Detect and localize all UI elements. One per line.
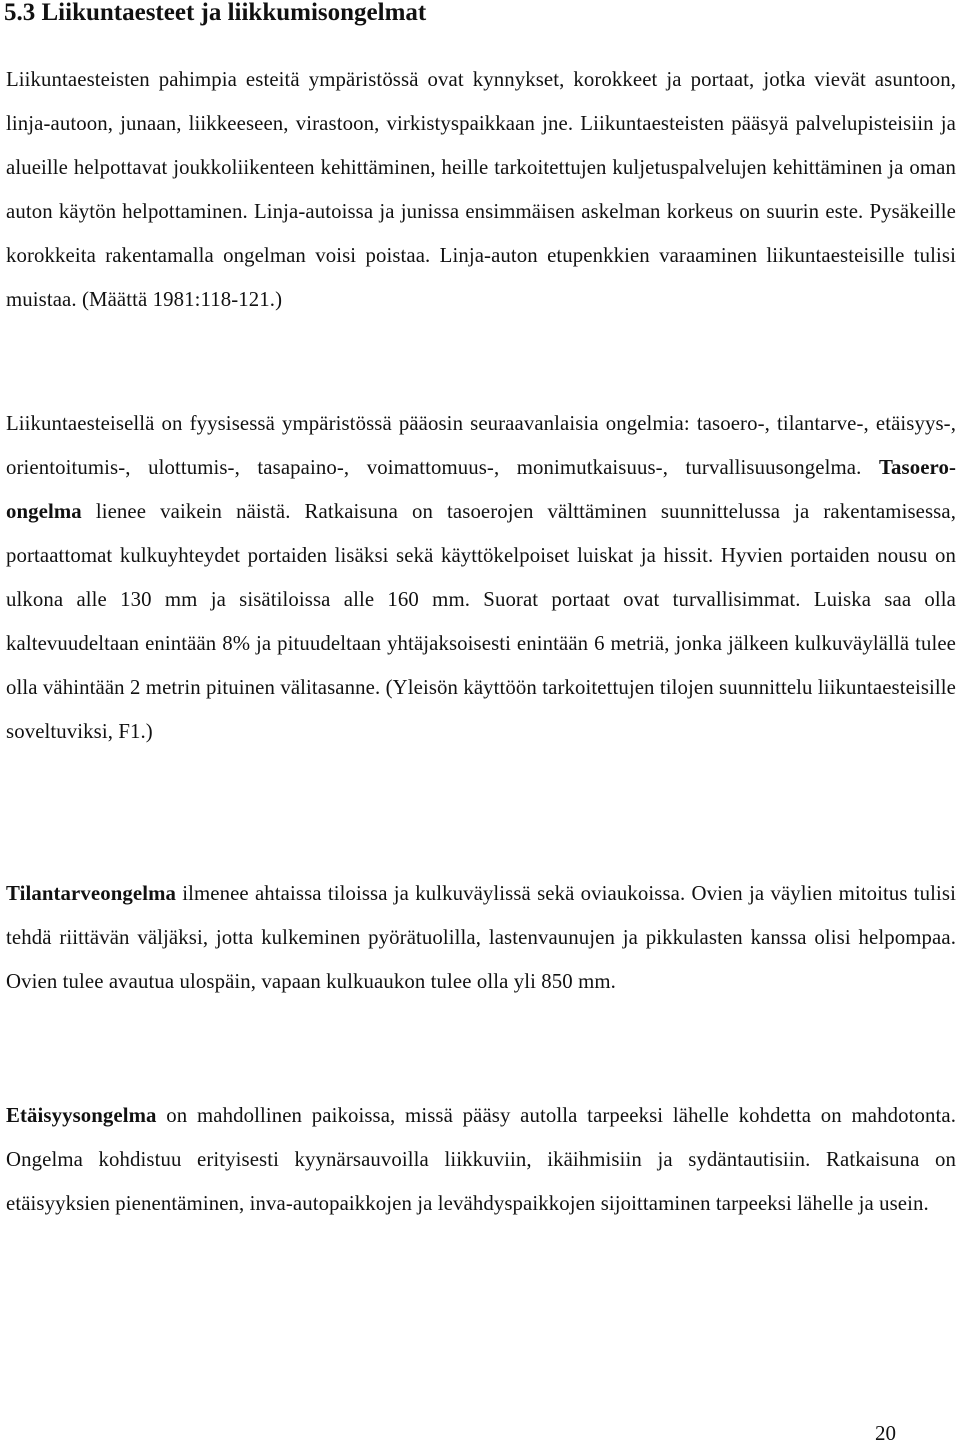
page-number: 20 (875, 1421, 896, 1445)
paragraph-mobility-barriers: Liikuntaesteisten pahimpia esteitä ympäristössä ovat kynnykset, korokkeet ja portaat, jotka vievät asuntoon, linja-autoon, junaan, liikkeeseen, virastoon, virkistyspaikkaan jne. Liikuntaesteisten pääsyä palvelupisteisiin ja alueille helpottavat joukkoliikenteen kehittäminen, heille tarkoitettujen kuljetuspalvelujen kehittäminen ja oman auton käytön helpottaminen. Linja-autoissa ja junissa ensimmäisen askelman korkeus on suurin este. Pysäkeille korokkeita rakentamalla ongelman voisi poistaa. Linja-auton etupenkkien varaaminen liikuntaesteisille tulisi muistaa. (Määttä 1981:118-121.) (6, 68, 956, 311)
term-distance-problem: Etäisyysongelma (6, 1104, 157, 1127)
paragraph-level-difference (6, 402, 956, 754)
section-heading: 5.3 Liikuntaesteet ja liikkumisongelmat (4, 0, 427, 26)
paragraph-intro-text: Liikuntaesteisellä on fyysisessä ympäristössä pääosin seuraavanlaisia ongelmia: tasoero-, tilantarve-, etäisyys-, orientoitumis-, ulottumis-, tasapaino-, voimattomuus-, monimutkaisuus-, turvallisuusongelma. (6, 412, 956, 479)
term-level-difference-problem: Tasoero-ongelma (6, 456, 956, 523)
term-space-requirement-problem: Tilantarveongelma (6, 882, 176, 905)
paragraph-body-text: ilmenee ahtaissa tiloissa ja kulkuväylissä sekä oviaukoissa. Ovien ja väylien mitoitus tulisi tehdä riittävän väljäksi, jotta kulkeminen pyörätuolilla, lastenvaunujen ja pikkulasten kanssa olisi helpompaa. Ovien tulee avautua ulospäin, vapaan kulkuaukon tulee olla yli 850 mm. (6, 882, 956, 993)
paragraph-body-text: lienee vaikein näistä. Ratkaisuna on tasoerojen välttäminen suunnittelussa ja rakentamisessa, portaattomat kulkuyhteydet portaiden lisäksi sekä käyttökelpoiset luiskat ja hissit. Hyvien portaiden nousu on ulkona alle 130 mm ja sisätiloissa alle 160 mm. Suorat portaat ovat turvallisimmat. Luiska saa olla kaltevuudeltaan enintään 8% ja pituudeltaan yhtäjaksoisesti enintään 6 metriä, jonka jälkeen kulkuväylällä tulee olla vähintään 2 metrin pituinen välitasanne. (Yleisön käyttöön tarkoitettujen tilojen suunnittelu liikuntaesteisille soveltuviksi, F1.) (6, 500, 956, 743)
paragraph-body-text: on mahdollinen paikoissa, missä pääsy autolla tarpeeksi lähelle kohdetta on mahdotonta. Ongelma kohdistuu erityisesti kyynärsauvoilla liikkuviin, ikäihmisiin ja sydäntautisiin. Ratkaisuna on etäisyyksien pienentäminen, inva-autopaikkojen ja levähdyspaikkojen sijoittaminen tarpeeksi lähelle ja usein. (6, 1104, 956, 1215)
paragraph-distance (6, 1094, 956, 1226)
paragraph-space-requirement (6, 872, 956, 1004)
